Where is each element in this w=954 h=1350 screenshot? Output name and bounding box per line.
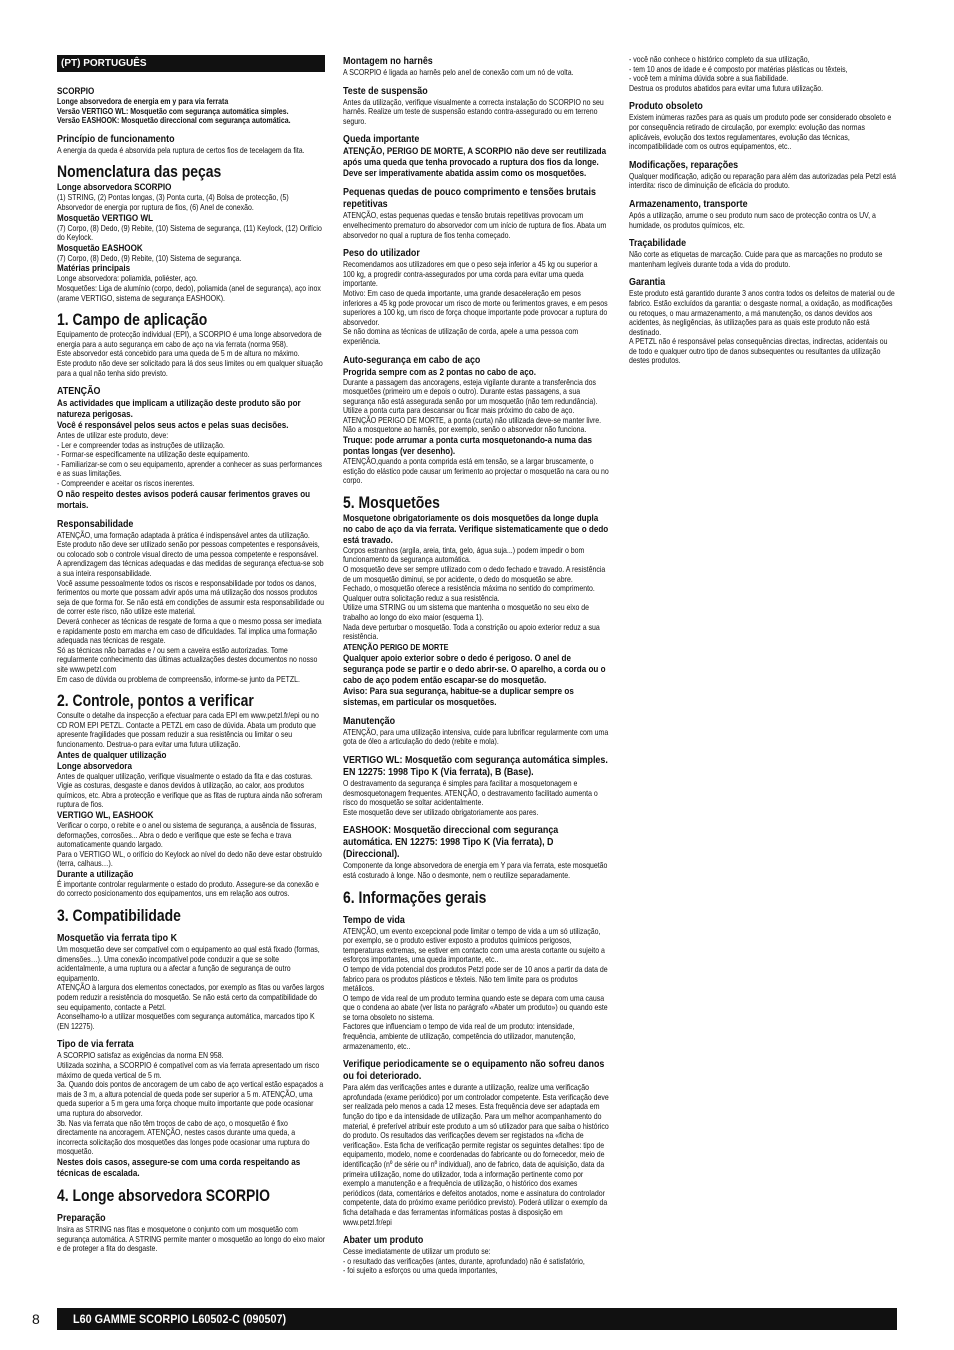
subheading: Durante a utilização <box>57 868 134 880</box>
paragraph: Um mosquetão deve ser compatível com o equipamento ao qual está fixado (formas, dimensões…). Uma conexão incompatível pode conduzir a que se solte acidentalmente, a uma ruptura ou a afectar a função de segurança de outro equipamento. ATENÇÃO à largura dos elementos conectados, por exemplo as fitas ou varões largos podem reduzir a resistência do mosquetão. Se não está certo da compatibilidade do seu equipamento, contacte a Petzl. Aconselhamo-lo a utilizar mosquetões com segurança automática, marcados tipo K (EN 12275). <box>57 944 325 1031</box>
paragraph: Existem inúmeras razões para as quais um produto pode ser considerado obsoleto e por consequência retirado de circulação, por exemplo: evolução das normas aplicáveis, evolução dos textos regulamentares, evolução das técnicas, incompatibilidade com os outros equipamentos, etc.. <box>629 112 892 152</box>
section-heading: Pequenas quedas de pouco comprimento e tensões brutais repetitivas <box>343 186 596 211</box>
section-heading: Mosquetão via ferrata tipo K <box>57 932 178 945</box>
section-heading: Preparação <box>57 1211 106 1224</box>
paragraph: ATENÇÃO, estas pequenas quedas e tensão brutais repetitivas provocam um envelhecimento prematuro do absorvedor com um início de ruptura de fios. Abata um absorvedor no qual a ruptura de fios tenha começado. <box>343 210 607 240</box>
paragraph: ATENÇÃO, para uma utilização intensiva, cuide para lubrificar regularmente com uma gota de óleo a articulação do dedo (rebite e mola). <box>343 726 609 747</box>
section-heading: EASHOOK: Mosquetão direccional com segurança automática. EN 12275: 1998 Tipo K (Via ferrata), D (Direccional). <box>343 824 559 861</box>
paragraph: O destravamento da segurança é simples para facilitar a mosquetonagem e desmosquetonagem frequentes. ATENÇÃO, o destravamento facilitado aumenta o risco do mosquetão se soltar acidentalmente. Este mosquetão deve ser utilizado obrigatoriamente aos pares. <box>343 777 598 817</box>
subheading: Matérias principais <box>57 263 131 275</box>
paragraph: Longe absorvedora: poliamida, poliéster, aço. Mosquetões: Liga de alumínio (corpo, dedo), poliamida (anel de segurança), aço inox (arame VERTIGO, sistema de segurança EASHOOK). <box>57 273 321 303</box>
column-2 <box>343 55 609 1276</box>
warning-text: Nestes dois casos, assegure-se com uma corda respeitando as técnicas de escalada. <box>57 1156 301 1179</box>
subheading: VERTIGO WL, EASHOOK <box>57 809 154 821</box>
paragraph: - você não conhece o histórico completo da sua utilização, - tem 10 anos de idade e é composto por matérias plásticas ou têxteis, - você tem a mínima dúvida sobre a sua fiabilidade. Destrua os produtos abatidos para evitar uma futura utilização. <box>629 54 848 93</box>
section-heading: Modificações, reparações <box>629 158 739 171</box>
section-heading: Montagem no harnês <box>343 55 433 67</box>
paragraph: Antes da utilização, verifique visualmente a correcta instalação do SCORPIO no seu harnês. Realize um teste de suspensão estando contra-assegurado ou em terreno seguro. <box>343 96 604 126</box>
paragraph: Antes de utilizar este produto, deve: - Ler e compreender todas as instruções de utilização. - Formar-se especificamente na utilização deste equipamento. - Familiarizar-se com o seu equipamento, aprender a conhecer as suas performances e as suas limitações. - Compreender e aceitar os riscos inerentes. <box>57 430 322 489</box>
language-header: (PT) PORTUGUÊS <box>57 55 325 72</box>
paragraph: Após a utilização, arrume o seu produto num saco de protecção contra os UV, a humidade, os produtos químicos, etc. <box>629 209 876 230</box>
footer-text: L60 GAMME SCORPIO L60502-C (090507) <box>73 1312 287 1326</box>
section-title: 5. Mosquetões <box>343 492 440 512</box>
section-heading: Tempo de vida <box>343 913 405 926</box>
paragraph: Consulte o detalhe da inspecção a efectuar para cada EPI em www.petzl.fr/epi ou no CD ROM EPI PETZL. Contacte a PETZL em caso de dúvida. Abata um produto que apresente fragilidades que possam reduzir a sua resistência ou limitar o seu funcionamento. Destrua-o para evitar uma futura utilização. <box>57 710 319 749</box>
paragraph: Componente da longe absorvedora de energia em Y para via ferrata, este mosquetão está costurado à longe. Não o desmonte, nem o reutilize separadamente. <box>343 860 608 880</box>
paragraph: É importante controlar regularmente o estado do produto. Assegure-se da conexão e do correcto posicionamento dos equipamentos, uns em relação aos outros. <box>57 878 319 899</box>
section-heading: Teste de suspensão <box>343 84 428 97</box>
section-heading: Responsabilidade <box>57 517 134 530</box>
tip-text: Truque: pode arrumar a ponta curta mosquetonando-a numa das pontas longas (ver desenho). <box>343 435 593 458</box>
section-heading: ATENÇÃO <box>57 385 101 398</box>
subheading: Mosquetão VERTIGO WL <box>57 212 154 224</box>
paragraph: Equipamento de protecção individual (EPI), a SCORPIO é uma longe absorvedora de energia para a auto segurança em cabo de aço na via ferrata (norma 958). Este absorvedor está concebido para uma queda de 5 m de altura no máximo. Este produto não deve ser solicitado para lá dos seus limites ou em qualquer situação para a qual não tenha sido previsto. <box>57 329 323 378</box>
section-heading: Verifique periodicamente se o equipamento não sofreu danos ou foi deteriorado. <box>343 1058 605 1083</box>
paragraph: Antes de qualquer utilização, verifique visualmente o estado da fita e das costuras. Vigie as costuras, desgaste e danos devidos à utilização, ao calor, aos produtos químicos, etc. Abra a protecção e verifique que as fitas de ruptura ainda não sofreram ruptura de fios. <box>57 770 323 810</box>
section-heading: Traçabilidade <box>629 237 687 250</box>
warning-text: As actividades que implicam a utilização deste produto são por natureza perigosas. Você é responsável pelos seus actos e pelas suas decisões. <box>57 398 301 432</box>
section-title: 6. Informações gerais <box>343 887 487 907</box>
paragraph: Recomendamos aos utilizadores em que o peso seja inferior a 45 kg ou superior a 100 kg, a progredir contra-assegurados por uma corda para evitar uma queda importante. Motivo: Em caso de queda importante, uma grande desaceleração em pesos inferiores a 45 kg pode provocar um risco de morte ou ferimentos graves, e em pesos superiores a 100 kg, um risco de força choque importante pode provocar a ruptura do absorvedor. Se não domina as técnicas de utilização de corda, apele a uma pessoa com experiência. <box>343 259 608 346</box>
subheading: Longe absorvedora <box>57 760 132 772</box>
subheading: Antes de qualquer utilização <box>57 749 167 761</box>
section-heading: Peso do utilizador <box>343 247 420 260</box>
section-heading: Princípio de funcionamento <box>57 132 175 145</box>
warning-text: Progrida sempre com as 2 pontas no cabo de aço. <box>343 366 536 378</box>
section-heading: Produto obsoleto <box>629 100 703 113</box>
paragraph: A energia da queda é absorvida pela ruptura de certos fios de tecelagem da fita. <box>57 144 305 155</box>
section-heading: Tipo de via ferrata <box>57 1038 134 1051</box>
paragraph: Para além das verificações antes e durante a utilização, realize uma verificação aprofundada (exame periódico) por um controlador competente. Esta verificação deve ser realizada pelo menos a cada 12 meses. Esta frequência deve ser adaptada em função do tipo e da intensidade de utilização. Para um melhor acompanhamento do material, é preferível atribuir este produto a um só utilizador para que saiba o histórico do produto. Os resultados das verificações devem ser registados na «ficha de verificação». Esta ficha de verificação permite registar os seguintes detalhes: tipo de equipamento, modelo, nome e coordenadas do fabricante ou do fornecedor, meio de identificação (nº de série ou nº individual), ano de fabrico, data de aquisição, data da primeira utilização, nome do utilizador, toda a informação pertinente como por exemplo a manutenção e a frequência de utilização, o histórico dos exames periódicos (data, comentários e defeitos anotados, nome e assinatura do controlador competente, data do próximo exame periódico previsto). Poderá utilizar o exemplo da ficha detalhada e das ferramentas informáticas postas à disposição em www.petzl.fr/epi <box>343 1082 609 1227</box>
section-heading: Queda importante <box>343 133 420 146</box>
warning-text: Mosquetone obrigatoriamente os dois mosquetões da longe dupla no cabo de aço da via ferrata. Verifique sistematicamente que o dedo está travado. <box>343 512 609 546</box>
section-title: 1. Campo de aplicação <box>57 310 208 330</box>
paragraph: ATENÇÃO, uma formação adaptada à prática é indispensável antes da utilização. Este produto não deve ser utilizado senão por pessoas competentes e responsáveis, ou colocado sob o controle visual directo de uma pessoa competente e responsável. A aprendizagem das técnicas adequadas e das medidas de segurança efectua-se sob a sua inteira responsabilidade. Você assume pessoalmente todos os riscos e responsabilidade por todos os danos, ferimentos ou morte que possam advir após uma má utilização dos nossos produtos seja de que forma for. Se não está em condições de assumir esta responsabilidade ou de correr este risco, não utilize este material. Deverá conhecer as técnicas de resgate de forma a que o mesmo possa ser imediata e rapidamente posto em marcha em caso de dificuldades. Tal implica uma formação adequada nas técnicas de resgate. Só as técnicas não barradas e / ou sem a caveira estão autorizadas. Tome regularmente conhecimento das últimas actualizações destes documentos no nosso site www.petzl.com Em caso de dúvida ou problema de compreensão, informe-se junto da PETZL. <box>57 529 324 684</box>
product-title: SCORPIO <box>57 86 95 97</box>
paragraph: (1) STRING, (2) Pontas longas, (3) Ponta curta, (4) Bolsa de protecção, (5) Absorvedor de energia por ruptura de fios, (6) Anel de conexão. <box>57 192 289 212</box>
paragraph: ATENÇÃO,quando a ponta comprida está em tensão, se a largar bruscamente, o estição do elástico pode causar um ferimento ao projectar o mosquetão na cara ou no corpo. <box>343 456 609 486</box>
column-3 <box>629 55 897 366</box>
section-title: 3. Compatibilidade <box>57 906 181 926</box>
paragraph: Verificar o corpo, o rebite e o anel ou sistema de segurança, a ausência de fissuras, deformações, corrosões... Abra o dedo e verifique que este se fecha e trava automaticamente quando largado. Para o VERTIGO WL, o orifício do Keylock ao nível do dedo não deve estar obstruído (terra, calhaus…). <box>57 819 322 869</box>
warning-text: O não respeito destes avisos poderá causar ferimentos graves ou mortais. <box>57 488 311 511</box>
section-heading: Garantia <box>629 276 666 289</box>
section-heading: VERTIGO WL: Mosquetão com segurança automática simples. EN 12275: 1998 Tipo K (Via ferrata), B (Base). <box>343 753 608 778</box>
section-title: 2. Controle, pontos a verificar <box>57 691 254 711</box>
paragraph: Qualquer modificação, adição ou reparação para além das autorizadas pela Petzl está interdita: risco de diminuição de eficácia do produto. <box>629 170 896 191</box>
paragraph: A SCORPIO é ligada ao harnês pelo anel de conexão com um nó de volta. <box>343 67 574 77</box>
page-number: 8 <box>32 1311 40 1327</box>
section-heading: Abater um produto <box>343 1234 424 1247</box>
paragraph: Corpos estranhos (argila, areia, tinta, gelo, água suja...) podem impedir o bom funcionamento da segurança automática. O mosquetão deve ser sempre utilizado com o dedo fechado e travado. A resistência de um mosquetão diminui, se por acidente, o dedo do mosquetão se abre. Fechado, o mosquetão oferece a resistência máxima no sentido do comprimento. Qualquer outra solicitação reduz a sua resistência. Utilize uma STRING ou um sistema que mantenha o mosquetão no seu eixo de trabalho ao longo do eixo maior (esquema 1). Nada deve perturbar o mosquetão. Toda a constrição ou apoio exterior reduz a sua resistência. <box>343 544 606 642</box>
warning-text: Qualquer apoio exterior sobre o dedo é perigoso. O anel de segurança pode se partir e o dedo abrir-se. O aparelho, a corda ou o cabo de aço podem então escapar-se do mosquetão. Aviso: Para sua segurança, habitue-se a duplicar sempre os sistemas, em particular os mosquetões. <box>343 652 606 708</box>
paragraph: Não corte as etiquetas de marcação. Cuide para que as marcações no produto se mantenham legíveis durante toda a vida do produto. <box>629 249 883 269</box>
paragraph: (7) Corpo, (8) Dedo, (9) Rebite, (10) Sistema de segurança. <box>57 252 242 263</box>
subheading: Mosquetão EASHOOK <box>57 242 143 254</box>
section-heading: Armazenamento, transporte <box>629 197 748 210</box>
column-1 <box>57 55 325 1254</box>
paragraph: Cesse imediatamente de utilizar um produto se: - o resultado das verificações (antes, durante, aprofundado) não é satisfatório, - foi sujeito a esforços ou uma queda importantes, <box>343 1246 585 1276</box>
product-description: Longe absorvedora de energia em y para via ferrata Versão VERTIGO WL: Mosquetão com segurança automática simples. Versão EASHOOK: Mosquetão direccional com segurança automática. <box>57 96 291 126</box>
paragraph: (7) Corpo, (8) Dedo, (9) Rebite, (10) Sistema de segurança, (11) Keylock, (12) Orifício do Keylock. <box>57 222 322 243</box>
subheading: Longe absorvedora SCORPIO <box>57 182 172 194</box>
section-heading: Auto-segurança em cabo de aço <box>343 353 481 366</box>
warning-text: ATENÇÃO, PERIGO DE MORTE, A SCORPIO não deve ser reutilizada após uma queda que tenha provocado a ruptura dos fios da longe. Deve ser imperativamente abatida assim como os mosquetões. <box>343 146 607 180</box>
paragraph: Durante a passagem das ancoragens, esteja vigilante durante a transferência dos mosquetões (primeiro um e depois o outro). Durante estas passagens, a sua segurança não está assegurada senão por um mosquetão (não tem redundância). Utilize a ponta curta para descansar ou ficar mais próximo do cabo de aço. ATENÇÃO PERIGO DE MORTE, a ponta (curta) não utilizada deve-se manter livre. Não a mosquetone ao harnês, por exemplo, senão o absorvedor não funciona. <box>343 376 602 435</box>
paragraph: ATENÇÃO, um evento excepcional pode limitar o tempo de vida a um só utilização, por exemplo, se o produto estiver exposto a produtos químicos perigosos, temperaturas extremas, se estiver em contacto com uma aresta cortante ou sujeito a esforços importantes, uma queda importante, etc.. O tempo de vida potencial dos produtos Petzl pode ser de 10 anos a partir da data de fabrico para os produtos plásticos e têxteis. Não tem limite para os produtos metálicos. O tempo de vida real de um produto termina quando este se depara com uma causa que o condena ao abate (ver lista no parágrafo «Abater um produto») ou quando este se torna obsoleto no sistema. Factores que influenciam o tempo de vida real de um produto: intensidade, frequência, ambiente de utilização, competência do utilizador, manutenção, armazenamento, etc.. <box>343 925 608 1051</box>
section-title: Nomenclatura das peças <box>57 162 222 182</box>
warning-label: ATENÇÃO PERIGO DE MORTE <box>343 641 449 652</box>
paragraph: A SCORPIO satisfaz as exigências da norma EN 958. Utilizada sozinha, a SCORPIO é compatível com as via ferrata apresentado um risco máximo de queda vertical de 5 m. 3a. Quando dois pontos de ancoragem de um cabo de aço vertical estão espaçados a mais de 3 m, a altura potencial de queda pode ser superior a 5 m. ATENÇÃO, uma queda superior a 5 m gera uma força choque muito importante que pode ocasionar uma ruptura do absorvedor. 3b. Nas via ferrata que não têm troços de cabo de aço, o mosquetão é fixo directamente na ancoragem. ATENÇÃO, nestes casos durante uma queda, a incorrecta solicitação dos mosquetões das longes pode ocasionar uma ruptura do mosquetão. <box>57 1050 324 1157</box>
section-title: 4. Longe absorvedora SCORPIO <box>57 1185 271 1205</box>
paragraph: Este produto está garantido durante 3 anos contra todos os defeitos de material ou de fabrico. Estão excluídos da garantia: o desgaste normal, a oxidação, as modificações ou retoques, o mau armazenamento, a má manutenção, os danos devidos aos acidentes, às negligências, às utilizações para as quais este produto não está destinado. A PETZL não é responsável pelas consequências directas, indirectas, acidentais ou de todo e qualquer outro tipo de danos subsequentes ou resultantes da utilização destes produtos. <box>629 288 895 366</box>
paragraph: Insira as STRING nas fitas e mosquetone o conjunto com um mosquetão com segurança automática. A STRING permite manter o mosquetão ao longo do eixo maior e de proteger a fita do desgaste. <box>57 1223 326 1254</box>
footer-bar <box>57 1308 897 1330</box>
section-heading: Manutenção <box>343 714 396 727</box>
